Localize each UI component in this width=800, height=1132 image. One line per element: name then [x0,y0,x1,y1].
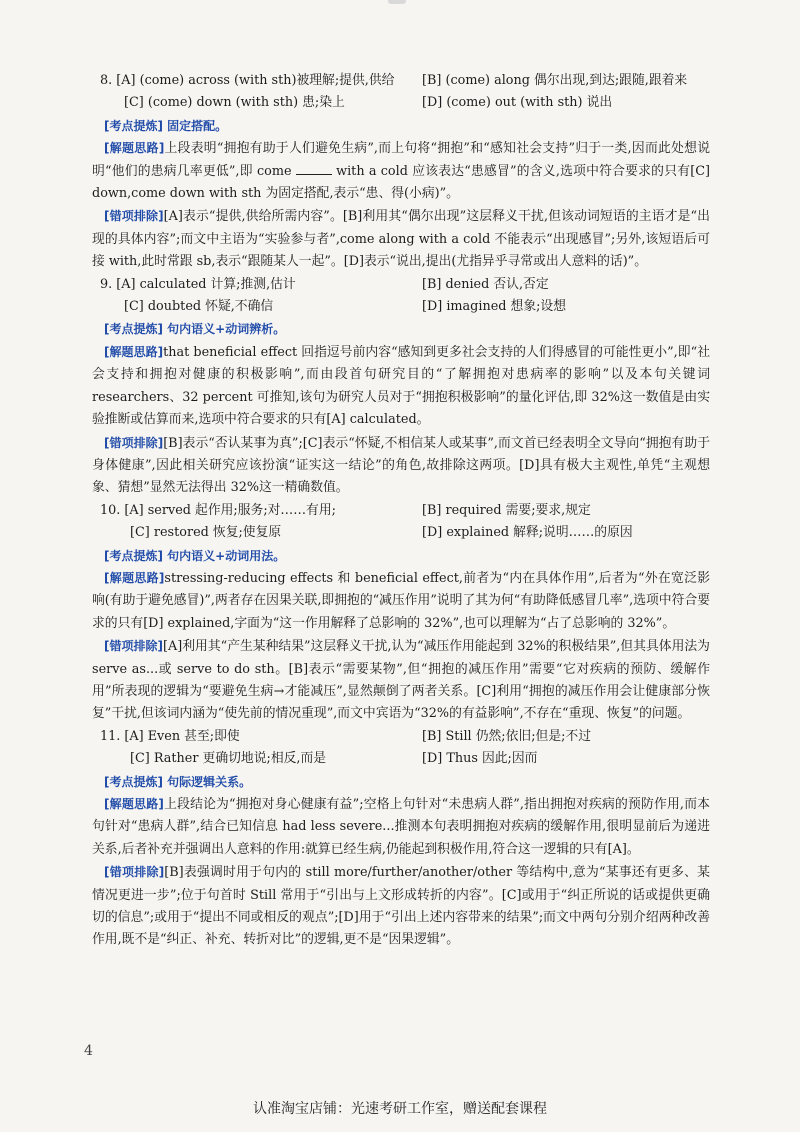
q11-option-b: [B] Still 仍然;依旧;但是;不过 [422,728,592,744]
q8-option-d: [D] (come) out (with sth) 说出 [422,95,613,111]
q10-solution-text: stressing-reducing effects 和 beneficial effect,前者为“内在具体作用”,后者为“外在宽泛影响(有助于避免感冒)”,两者存在因果关联,即拥抱的“减压作用”说明了其为何“有助降低感冒几率”,选项中符合要求的只有[D] explained,字面为“这一作用解释了总影响的 32%”,也可以理解为“占了总影响的 32%”。 [92,570,710,631]
q10-options-row-2 [92,522,710,544]
q11-solution-text: 上段结论为“拥抱对身心健康有益”;空格上句针对“未患病人群”,指出拥抱对疾病的预防作用,而本句针对“患病人群”,结合已知信息 had less severe...推测本句表明拥抱对疾病的缓解作用,很明显前后为递进关系,后者补充并强调出人意料的作用:就算已经生病,仍能起到积极作用,符合这一逻辑的只有[A]。 [92,797,710,857]
q8-option-a: 8. [A] (come) across (with sth)被理解;提供,供给 [100,73,395,88]
q11-solution-tag: [解题思路] [104,797,164,811]
q11-elimination-tag: [错项排除] [104,865,165,880]
q11-options-row-1 [92,726,710,748]
q8-elimination [92,205,710,273]
q8-option-c: [C] (come) down (with sth) 患;染上 [124,95,345,111]
footer-text: 认准淘宝店铺：光速考研工作室，赠送配套课程 [253,1101,547,1117]
q8-elimination-tag: [错项排除] [104,209,164,224]
q11-elimination [92,861,710,952]
q10-option-d: [D] explained 解释;说明……的原因 [422,525,633,541]
q9-solution [92,341,710,432]
q9-elimination-tag: [错项排除] [104,435,164,450]
answer-blank [296,162,332,175]
q11-solution [92,793,710,861]
q8-options-row-2 [92,92,710,114]
q10-elimination-tag: [错项排除] [104,639,163,654]
q11-option-a: 11. [A] Even 甚至;即使 [100,728,240,744]
q9-elimination-text: [B]表示“否认某事为真”;[C]表示“怀疑,不相信某人或某事”,而文首已经表明全文导向“拥抱有助于身体健康”,因此相关研究应该扮演“证实这一结论”的角色,故排除这两项。[D]具有极大主观性,单凭“主观想象、猜想”显然无法得出 32%这一精确数值。 [92,435,710,496]
q9-point-tag: [考点提炼] 句内语义+动词辨析。 [104,322,286,337]
page-number: 4 [84,1043,93,1059]
q10-solution-tag: [解题思路] [104,570,165,585]
q8-solution [92,137,710,205]
q9-elimination [92,432,710,500]
q11-point-tag: [考点提炼] 句际逻辑关系。 [104,774,252,789]
q9-options-row-1 [92,274,710,296]
q9-option-b: [B] denied 否认,否定 [422,276,549,292]
q8-solution-tag: [解题思路] [104,141,165,156]
q10-options-row-1 [92,500,710,522]
q10-point-tag: [考点提炼] 句内语义+动词用法。 [104,548,286,563]
q8-options-row-1 [92,70,710,92]
q9-option-a: 9. [A] calculated 计算;推测,估计 [100,276,296,292]
q8-option-b: [B] (come) along 偶尔出现,到达;跟随,跟着来 [422,73,688,88]
q9-option-c: [C] doubted 怀疑,不确信 [124,299,274,315]
q10-solution [92,567,710,635]
q10-elimination-text: [A]利用其“产生某种结果”这层释义干扰,认为“减压作用能起到 32%的积极结果”,但其具体用法为 serve as...或 serve to do sth。[B]表示“需要某物”,但“拥抱的减压作用”需要“它对疾病的预防、缓解作用”所表现的逻辑为“要避免生病→才能减压”,显然颠倒了两者关系。[C]利用“拥抱的减压作用会让健康部分恢复”干扰,但该词内涵为“使先前的情况重现”,而文中宾语为“32%的有益影响”,不存在“重现、恢复”的问题。 [92,639,710,722]
q10-option-a: 10. [A] served 起作用;服务;对……有用; [100,502,336,518]
q8-point-tag: [考点提炼] 固定搭配。 [104,118,228,133]
binding-mark [388,0,406,4]
q8-solution-text-b: with a cold 应该表达“患感冒”的含义,选项中符合要求的只有[C] down,come down with sth 为固定搭配,表示“患、得(小病)”。 [92,163,710,202]
q9-options-row-2 [92,296,710,318]
q11-elimination-text: [B]表强调时用于句内的 still more/further/another/other 等结构中,意为“某事还有更多、某情况更进一步”;位于句首时 Still 常用于“引出与上文形成转折的内容”。[C]或用于“纠正所说的话或提供更确切的信息”;或用于“提出不同或相反的观点”;[D]用于“引出上述内容带来的结果”;而文中两句分别介绍两种改善作用,既不是“纠正、补充、转折对比”的逻辑,更不是“因果逻辑”。 [92,865,710,948]
q9-solution-text: that beneficial effect 回指逗号前内容“感知到更多社会支持的人们得感冒的可能性更小”,即“社会支持和拥抱对健康的积极影响”,而由段首句研究目的“了解拥抱对患病率的影响”以及本句关键词 researchers、32 percent 可推知,该句为研究人员对于“拥抱积极影响”的量化评估,即 32%这一数值是由实验推断或估算而来,选项中符合要求的只有[A] calculated。 [92,344,710,428]
q10-option-c: [C] restored 恢复;使复原 [130,525,282,541]
q9-option-d: [D] imagined 想象;设想 [422,299,567,315]
q10-elimination [92,635,710,726]
q9-solution-tag: [解题思路] [104,344,164,359]
q10-option-b: [B] required 需要;要求,规定 [422,502,591,518]
q8-elimination-text: [A]表示“提供,供给所需内容”。[B]利用其“偶尔出现”这层释义干扰,但该动词短语的主语才是“出现的具体内容”;而文中主语为“实验参与者”,come along with a cold 不能表示“出现感冒”;另外,该短语后可接 with,此时常跟 sb,表示“跟随某人一起”。[D]表示“说出,提出(尤指异乎寻常或出人意料的话)”。 [92,209,710,270]
q11-option-d: [D] Thus 因此;因而 [422,751,538,767]
content [92,70,710,952]
q11-options-row-2 [92,748,710,770]
q8-solution-text-a: 上段表明“拥抱有助于人们避免生病”,而上句将“拥抱”和“感知社会支持”归于一类,因而此处想说明“他们的患病几率更低”,即 come [92,141,710,179]
q11-option-c: [C] Rather 更确切地说;相反,而是 [130,751,327,767]
